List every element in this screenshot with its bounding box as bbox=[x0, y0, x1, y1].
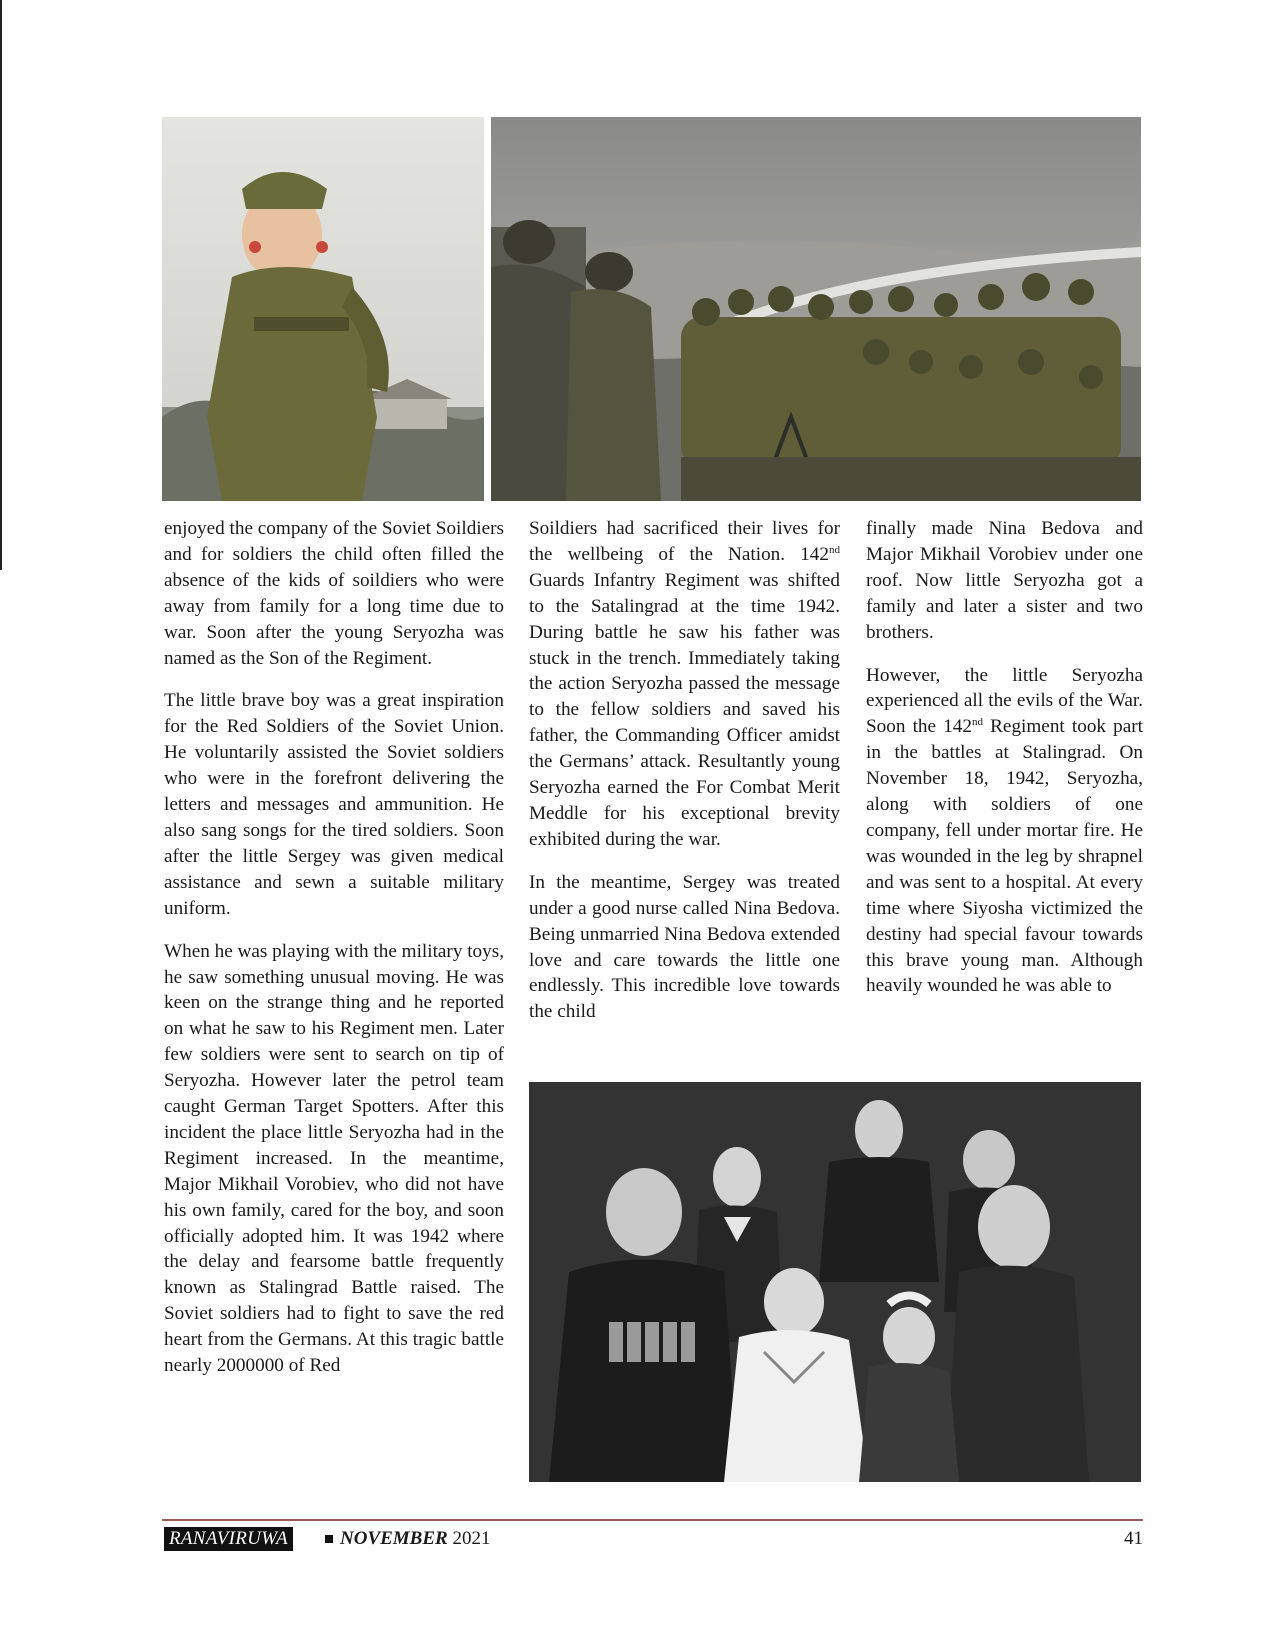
article-column-3 bbox=[866, 516, 1143, 1016]
article-column-2 bbox=[529, 516, 840, 1042]
text-run: Regiment took part in the battles at Stalingrad. On November 18, 1942, Seryozha, along with soldiers of one company, fell under mortar fire. He was wounded in the leg by shrapnel and was sent to a hospital. At every time where Siyosha victimized the destiny had special favour towards this brave young man. Although heavily wounded he was able to bbox=[866, 716, 1143, 997]
paragraph: In the meantime, Sergey was treated under a good nurse called Nina Bedova. Being unmarried Nina Bedova extended love and care towards the little one endlessly. This incredible love towards the child bbox=[529, 871, 840, 1023]
ordinal-suffix: nd bbox=[829, 543, 840, 556]
soldiers-gathering-image bbox=[491, 117, 1141, 501]
footer-rule bbox=[162, 1519, 1143, 1521]
paragraph bbox=[866, 663, 1143, 1000]
family-portrait-photo bbox=[529, 1082, 1141, 1482]
text-run: Guards Infantry Regiment was shifted to the Satalingrad at the time 1942. During battle he saw his father was stuck in the trench. Immediately taking the action Seryozha passed the message to the fellow soldiers and saved his father, the Commanding Officer amidst the Germans’ attack. Resultantly young Seryozha earned the For Combat Merit Meddle for his exceptional brevity exhibited during the war. bbox=[529, 569, 840, 850]
issue-month: NOVEMBER bbox=[340, 1528, 448, 1549]
child-soldier-image bbox=[162, 117, 484, 501]
square-bullet-icon bbox=[325, 1535, 333, 1543]
child-soldier-photo bbox=[162, 117, 484, 501]
article-column-1 bbox=[164, 516, 504, 1396]
text-run: Soildiers had sacrificed their lives for the wellbeing of the Nation. 142 bbox=[529, 518, 840, 565]
paragraph: The little brave boy was a great inspiration for the Red Soldiers of the Soviet Union. He voluntarily assisted the Soviet soldiers who were in the forefront delivering the letters and messages and ammunition. He also sang songs for the tired soldiers. Soon after the little Sergey was given medical assistance and sewn a suitable military uniform. bbox=[164, 690, 504, 919]
paragraph: enjoyed the company of the Soviet Soildiers and for soldiers the child often filled the absence of the kids of soildiers who were away from family for a long time due to war. Soon after the young Seryozha was named as the Son of the Regiment. bbox=[164, 518, 504, 669]
page-number: 41 bbox=[1124, 1528, 1143, 1549]
publication-name: RANAVIRUWA bbox=[164, 1527, 293, 1551]
ordinal-suffix: nd bbox=[971, 716, 983, 729]
paragraph bbox=[529, 516, 840, 853]
issue-year: 2021 bbox=[452, 1528, 491, 1549]
paragraph: finally made Nina Bedova and Major Mikhail Vorobiev under one roof. Now little Seryozha got a family and later a sister and two brothers. bbox=[866, 518, 1143, 643]
page-edge-mark bbox=[0, 0, 2, 570]
soldiers-gathering-photo bbox=[491, 117, 1141, 501]
family-portrait-image bbox=[529, 1082, 1141, 1482]
paragraph: When he was playing with the military toys, he saw something unusual moving. He was keen on the strange thing and he reported on what he saw to his Regiment men. Later few soldiers were sent to search on tip of Seryozha. However later the petrol team caught German Target Spotters. After this incident the place little Seryozha had in the Regiment increased. In the meantime, Major Mikhail Vorobiev, who did not have his own family, cared for the boy, and soon officially adopted him. It was 1942 where the delay and fearsome battle frequently known as Stalingrad Battle raised. The Soviet soldiers had to fight to save the red heart from the Germans. At this tragic battle nearly 2000000 of Red bbox=[164, 940, 504, 1377]
text-run: However, the little Seryozha experienced all the evils of the War. Soon the 142 bbox=[866, 664, 1143, 738]
page-footer bbox=[162, 1526, 1143, 1554]
issue-date bbox=[340, 1528, 490, 1550]
